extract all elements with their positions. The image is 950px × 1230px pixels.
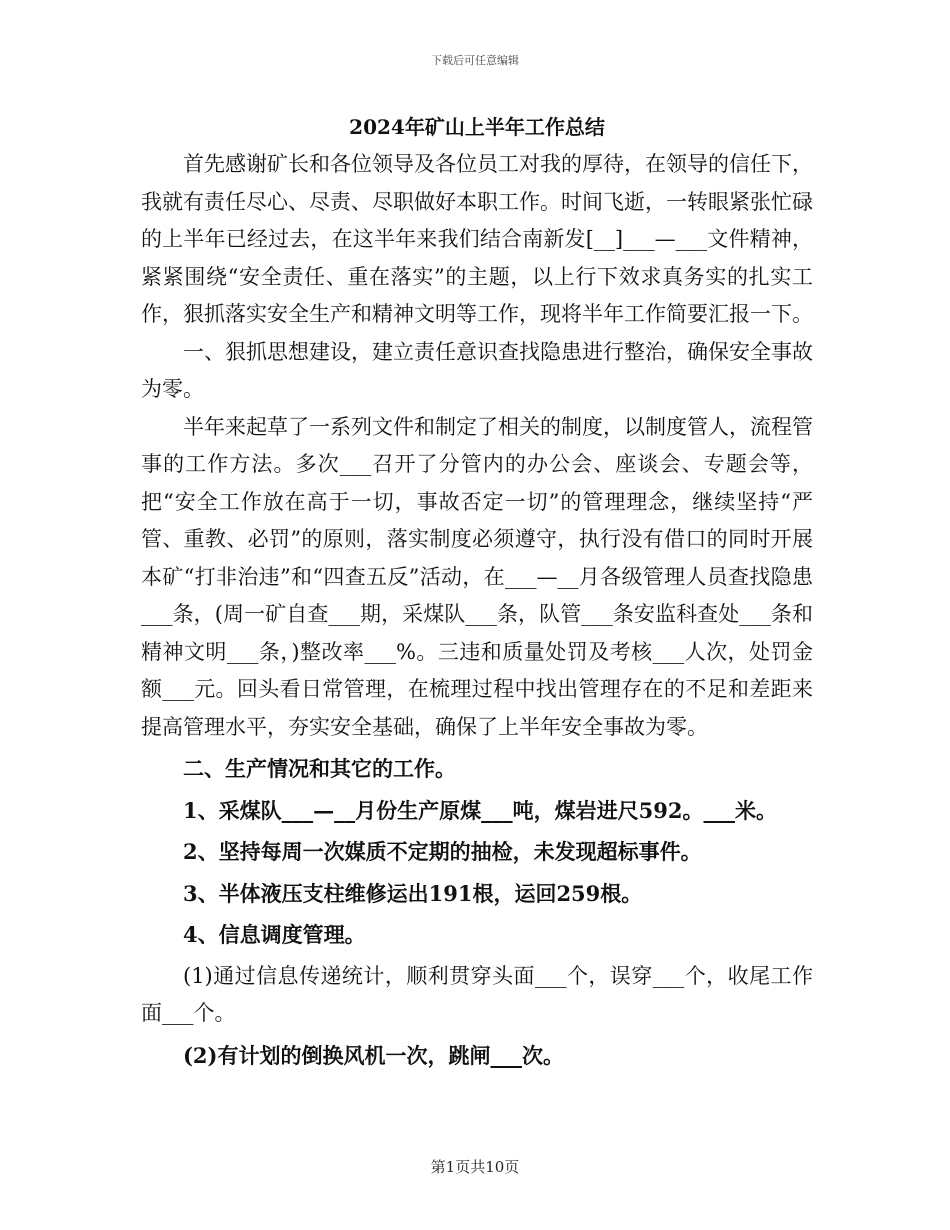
paragraph-item-3: 3、半体液压支柱维修运出191根，运回259根。: [183, 880, 643, 906]
paragraph-section-2-heading: 二、生产情况和其它的工作。: [183, 756, 456, 781]
paragraph-section-1-body: 半年来起草了一系列文件和制定了相关的制度，以制度管人，流程管事的工作方法。多次___召开了分管内的办公会、座谈会、专题会等，把“安全工作放在高于一切，事故否定一切”的管理理念，继续坚持“严管、重教、必罚”的原则，落实制度必须遵守，执行没有借口的同时开展本矿“打非治违”和“四查五反”活动，在___—__月各级管理人员查找隐患___条，(周一矿自查___期，采煤队___条，队管___条安监科查处___条和精神文明___条，)整改率___%。三违和质量处罚及考核___人次，处罚金额___元。回头看日常管理，在梳理过程中找出管理存在的不足和差距来提高管理水平，夯实安全基础，确保了上半年安全事故为零。: [141, 414, 813, 739]
page-number: 第1页共10页: [430, 1158, 520, 1176]
document-body: [141, 112, 813, 1074]
paragraph-subitem-2: (2)有计划的倒换风机一次，跳闸___次。: [183, 1042, 564, 1068]
paragraph-item-2: 2、坚持每周一次媒质不定期的抽检，未发现超标事件。: [183, 839, 702, 864]
paragraph-section-1-heading: 一、狠抓思想建设，建立责任意识查找隐患进行整治，确保安全事故为零。: [141, 339, 813, 401]
document-title: 2024年矿山上半年工作总结: [349, 115, 605, 139]
paragraph-intro: 首先感谢矿长和各位领导及各位员工对我的厚待，在领导的信任下，我就有责任尽心、尽责、尽职做好本职工作。时间飞逝，一转眼紧张忙碌的上半年已经过去，在这半年来我们结合南新发[__]___—___文件精神，紧紧围绕“安全责任、重在落实”的主题，以上行下效求真务实的扎实工作，狠抓落实安全生产和精神文明等工作，现将半年工作简要汇报一下。: [141, 152, 813, 326]
paragraph-subitem-1: (1)通过信息传递统计，顺利贯穿头面___个，误穿___个，收尾工作面___个。: [141, 963, 813, 1025]
page-header-note: 下载后可任意编辑: [431, 54, 519, 67]
paragraph-item-4: 4、信息调度管理。: [183, 922, 366, 947]
paragraph-item-1: 1、采煤队___—__月份生产原煤___吨，煤岩进尺592。___米。: [183, 797, 777, 823]
